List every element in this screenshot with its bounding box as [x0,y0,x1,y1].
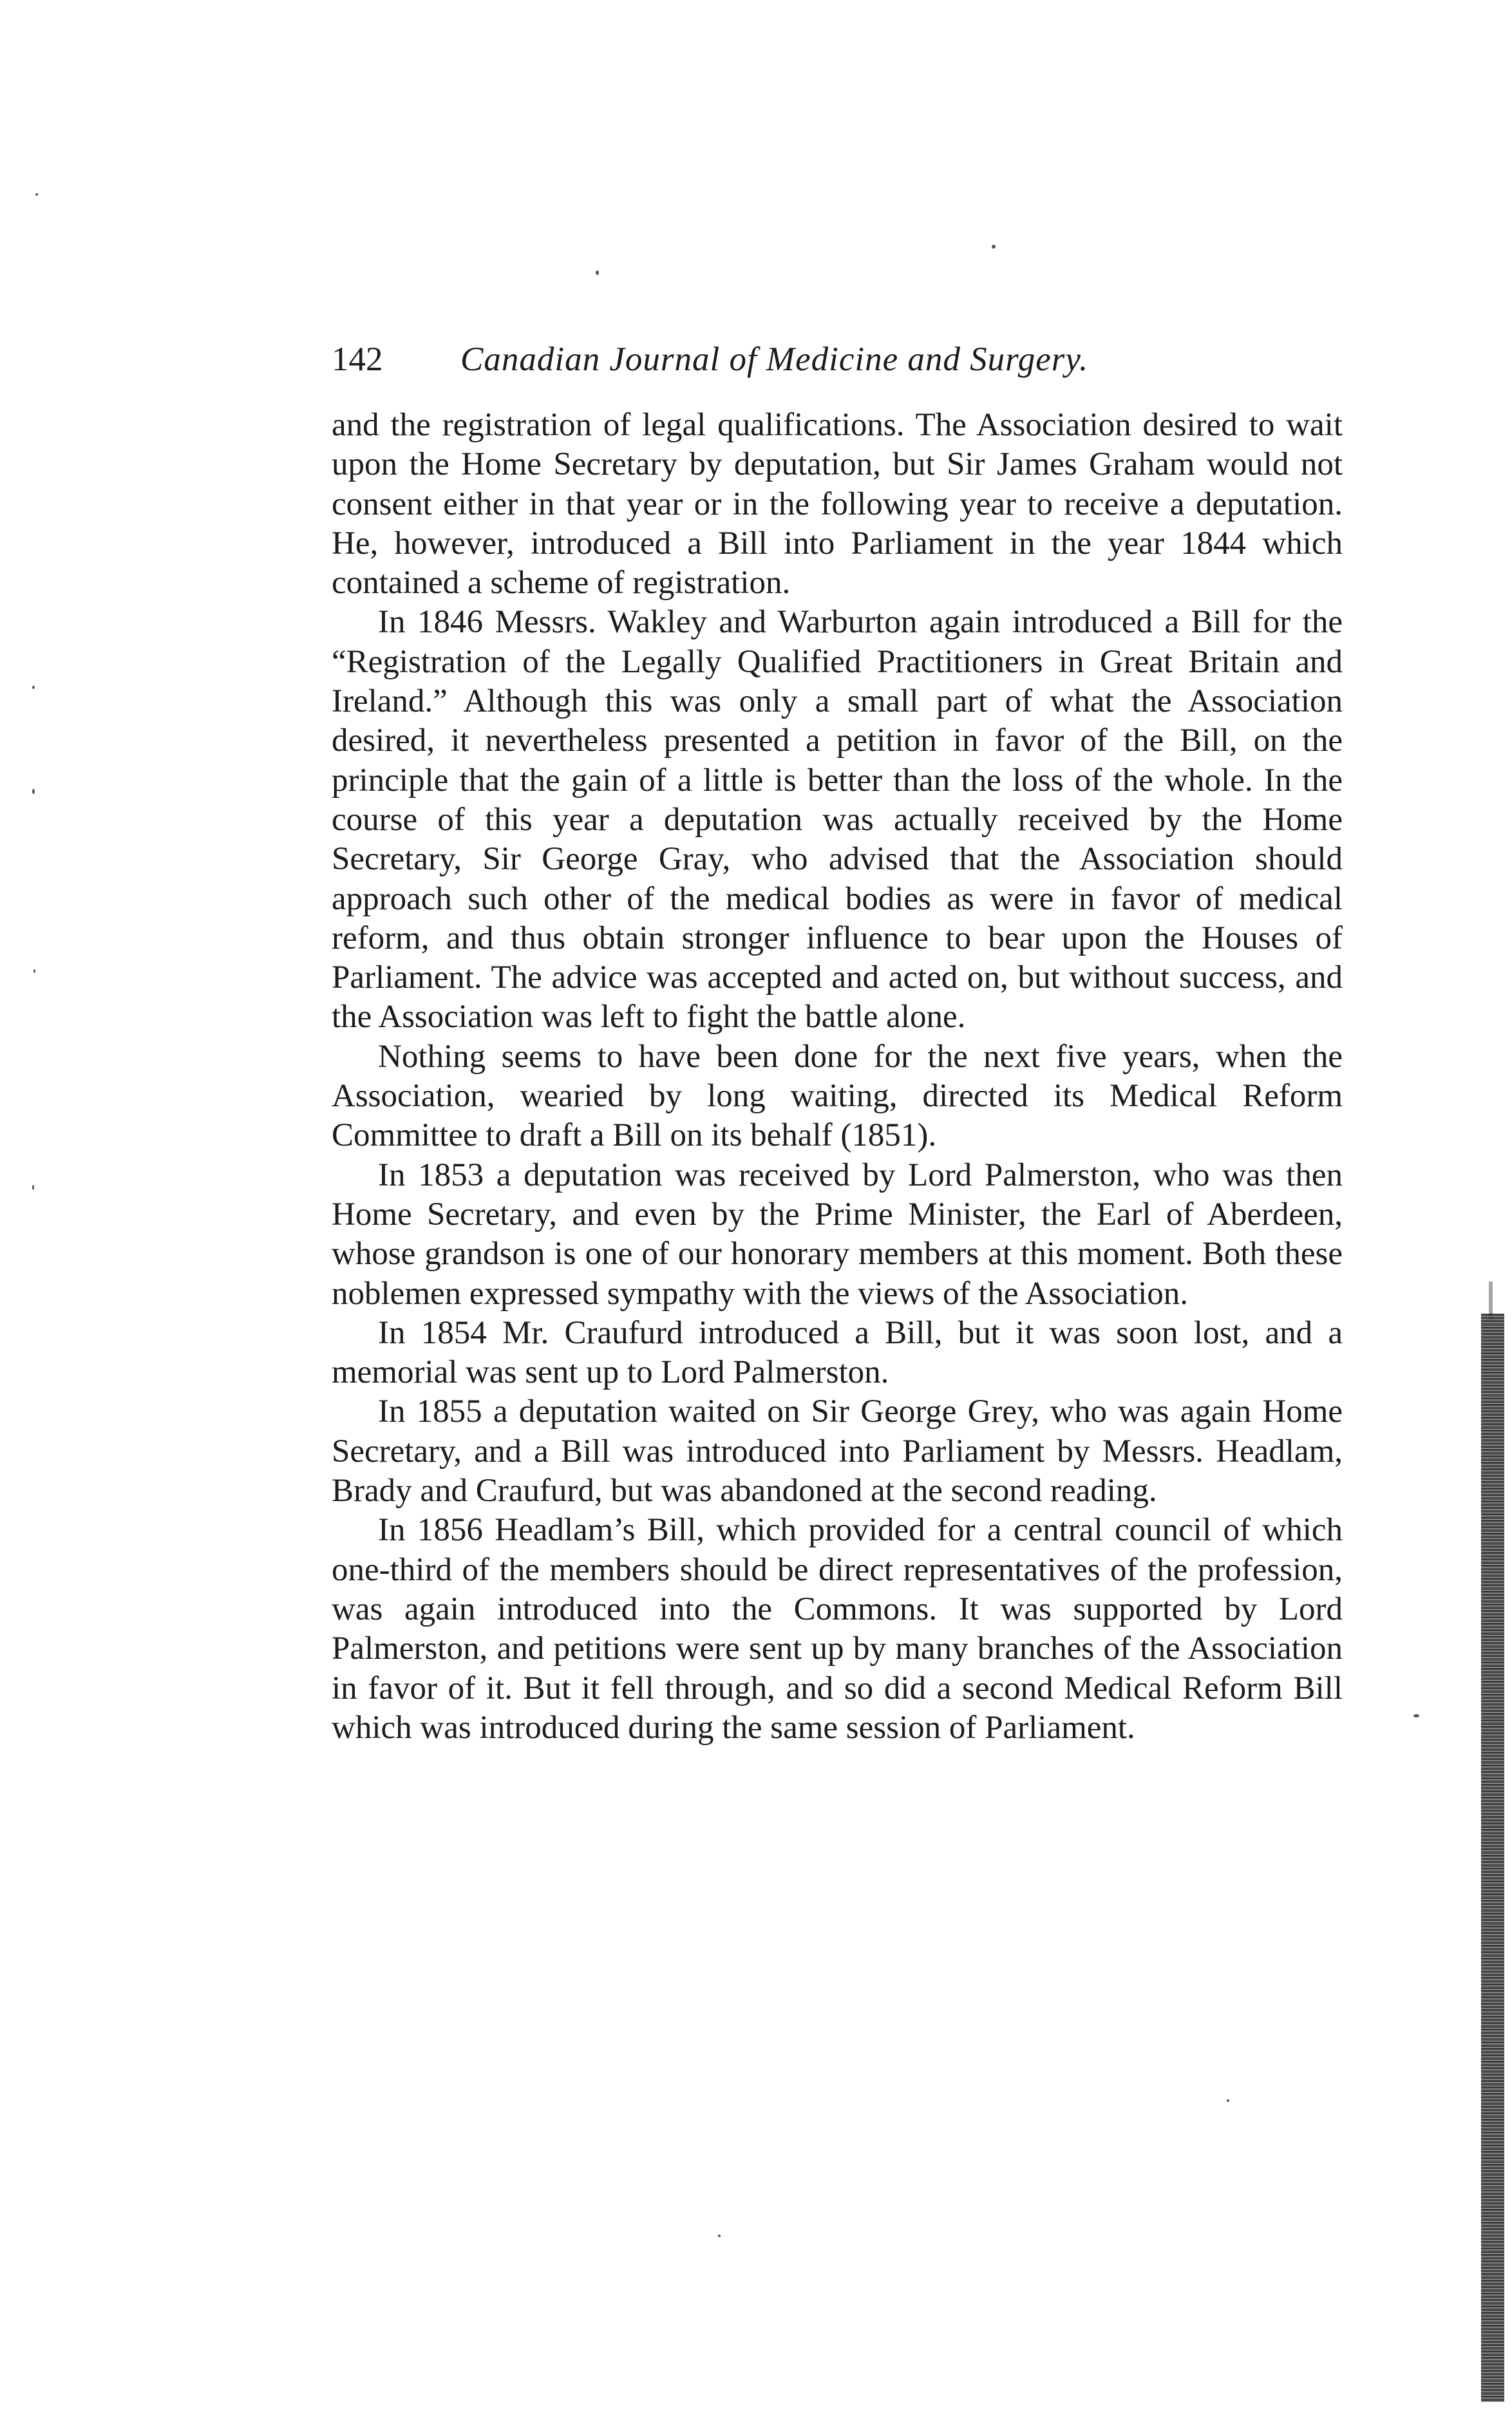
scan-speck [596,270,599,275]
page-header [332,334,1343,385]
scan-speck [32,686,35,689]
scan-speck [32,789,35,794]
running-title: Canadian Journal of Medicine and Surgery. [460,341,1089,378]
paragraph-1846: In 1846 Messrs. Wakley and Warburton again introduced a Bill for the “Registration of the Legally Qualified Practitioners in Great Britain and Ireland.” Although this was only a small part of what the Association desired, it nevertheless presented a petition in favor of the Bill, on the principle that the gain of a little is better than the loss of the whole. In the course of this year a deputation was actually received by the Home Secretary, Sir George Gray, who advised that the Association should approach such other of the medical bodies as were in favor of medical reform, and thus obtain stronger influence to bear upon the Houses of Parliament. The advice was accepted and acted on, but without success, and the Association was left to fight the battle alone. [332,604,1343,1035]
scan-speck [1227,2099,1229,2102]
binding-edge-shadow [1481,1314,1504,2402]
scan-speck [33,969,35,973]
paragraph-1853: In 1853 a deputation was received by Lord Palmerston, who was then Home Secretary, and even by the Prime Minister, the Earl of Aberdeen, whose grandson is one of our honorary members at this moment. Both these noblemen expressed sympathy with the views of the Association. [332,1157,1343,1312]
article-body [332,406,1343,1748]
scan-speck [35,193,38,196]
scan-speck [1413,1714,1419,1717]
paragraph-1851: Nothing seems to have been done for the next five years, when the Association, wearied by long waiting, directed its Medical Reform Committee to draft a Bill on its behalf (1851). [332,1038,1343,1154]
scan-speck [992,245,996,249]
paragraph-1854: In 1854 Mr. Craufurd introduced a Bill, but it was soon lost, and a memorial was sent up to Lord Palmerston. [332,1314,1343,1391]
scan-speck [32,1185,34,1190]
page-number: 142 [332,341,383,378]
paragraph-1855: In 1855 a deputation waited on Sir George Grey, who was again Home Secretary, and a Bill was introduced into Parliament by Messrs. Headlam, Brady and Craufurd, but was abandoned at the second reading. [332,1394,1343,1509]
scan-speck [718,2235,721,2237]
paragraph-1856: In 1856 Headlam’s Bill, which provided for a central council of which one-third of the members should be direct representatives of the profession, was again introduced into the Commons. It was supported by Lord Palmerston, and petitions were sent up by many branches of the Association in favor of it. But it fell through, and so did a second Medical Reform Bill which was introduced during the same session of Parliament. [332,1512,1343,1746]
paragraph-continuation: and the registration of legal qualifications. The Association desired to wait upon the Home Secretary by deputation, but Sir James Graham would not consent either in that year or in the following year to receive a deputation. He, however, introduced a Bill into Parliament in the year 1844 which contained a scheme of registration. [332,407,1343,601]
